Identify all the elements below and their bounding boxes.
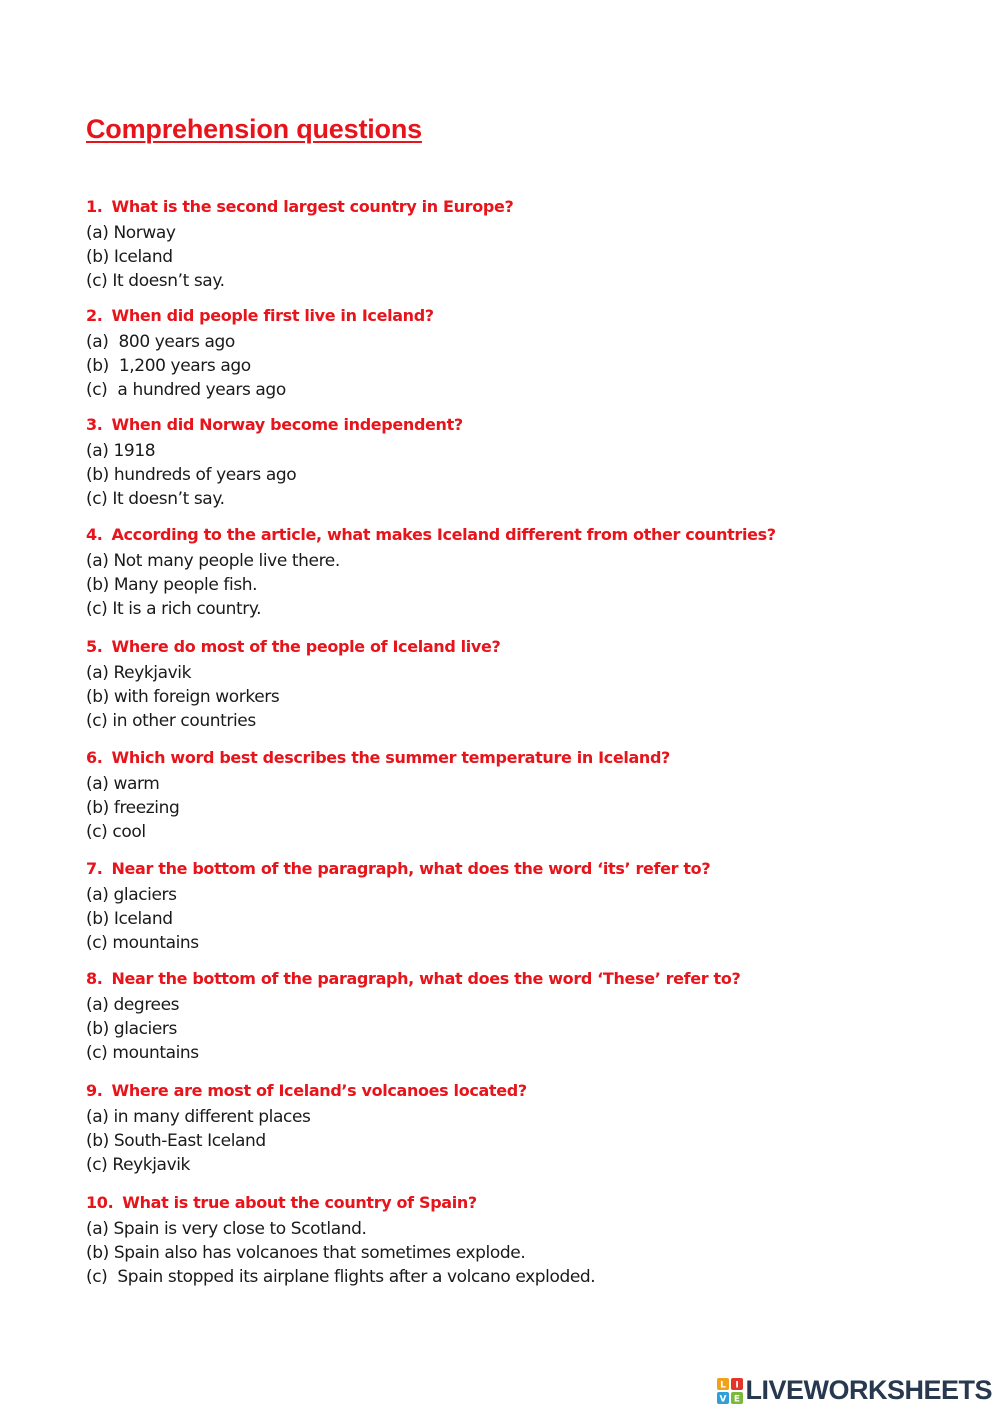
brand-name: LIVEWORKSHEETS bbox=[745, 1375, 992, 1405]
option-a[interactable]: (a) degrees bbox=[86, 995, 180, 1015]
option-a[interactable]: (a) Spain is very close to Scotland. bbox=[86, 1219, 367, 1239]
question-2 bbox=[86, 304, 946, 403]
logo-letter-2: I bbox=[735, 1380, 740, 1390]
option-c[interactable]: (c) a hundred years ago bbox=[86, 380, 286, 401]
answer-options bbox=[86, 330, 946, 403]
question-9 bbox=[86, 1079, 946, 1178]
question-prompt: What is the second largest country in Europe? bbox=[111, 197, 514, 216]
answer-options bbox=[86, 993, 946, 1066]
question-prompt: Which word best describes the summer temperature in Iceland? bbox=[111, 748, 670, 767]
question-number: 8. bbox=[86, 969, 103, 988]
question-5-text bbox=[86, 635, 946, 659]
option-c[interactable]: (c) cool bbox=[86, 822, 146, 843]
option-b[interactable]: (b) glaciers bbox=[86, 1019, 177, 1040]
option-a[interactable]: (a) in many different places bbox=[86, 1107, 311, 1127]
question-number: 2. bbox=[86, 306, 103, 325]
question-number: 1. bbox=[86, 197, 103, 216]
question-prompt: What is true about the country of Spain? bbox=[122, 1193, 477, 1212]
answer-options bbox=[86, 772, 946, 845]
option-b[interactable]: (b) Spain also has volcanoes that sometimes explode. bbox=[86, 1243, 526, 1264]
question-prompt: Near the bottom of the paragraph, what does the word ‘These’ refer to? bbox=[111, 969, 741, 988]
option-c[interactable]: (c) mountains bbox=[86, 933, 199, 954]
option-a[interactable]: (a) 800 years ago bbox=[86, 332, 235, 352]
question-7 bbox=[86, 857, 946, 956]
option-c[interactable]: (c) It doesn’t say. bbox=[86, 489, 225, 510]
option-a[interactable]: (a) 1918 bbox=[86, 441, 156, 461]
option-b[interactable]: (b) South-East Iceland bbox=[86, 1131, 266, 1152]
question-5 bbox=[86, 635, 946, 734]
question-7-text bbox=[86, 857, 946, 881]
option-b[interactable]: (b) Many people fish. bbox=[86, 575, 258, 596]
option-b[interactable]: (b) freezing bbox=[86, 798, 180, 819]
liveworksheets-logo-icon bbox=[717, 1378, 743, 1404]
question-10-text bbox=[86, 1191, 946, 1215]
option-c[interactable]: (c) mountains bbox=[86, 1043, 199, 1064]
question-prompt: Near the bottom of the paragraph, what does the word ‘its’ refer to? bbox=[111, 859, 711, 878]
option-c[interactable]: (c) in other countries bbox=[86, 711, 256, 732]
option-a[interactable]: (a) warm bbox=[86, 774, 160, 794]
option-b[interactable]: (b) with foreign workers bbox=[86, 687, 280, 708]
option-c[interactable]: (c) It is a rich country. bbox=[86, 599, 262, 620]
question-prompt: Where do most of the people of Iceland live? bbox=[111, 637, 501, 656]
question-8 bbox=[86, 967, 946, 1066]
option-b[interactable]: (b) hundreds of years ago bbox=[86, 465, 297, 486]
question-number: 10. bbox=[86, 1193, 114, 1212]
question-6-text bbox=[86, 746, 946, 770]
question-1-text bbox=[86, 195, 946, 219]
option-a[interactable]: (a) Not many people live there. bbox=[86, 551, 340, 571]
question-6 bbox=[86, 746, 946, 845]
answer-options bbox=[86, 1105, 946, 1178]
question-4 bbox=[86, 523, 946, 622]
question-number: 4. bbox=[86, 525, 103, 544]
question-number: 9. bbox=[86, 1081, 103, 1100]
question-number: 6. bbox=[86, 748, 103, 767]
question-9-text bbox=[86, 1079, 946, 1103]
answer-options bbox=[86, 221, 946, 294]
option-a[interactable]: (a) Norway bbox=[86, 223, 176, 243]
liveworksheets-brand bbox=[717, 1375, 992, 1406]
option-c[interactable]: (c) It doesn’t say. bbox=[86, 271, 225, 292]
answer-options bbox=[86, 1217, 946, 1290]
question-4-text bbox=[86, 523, 946, 547]
question-3-text bbox=[86, 413, 946, 437]
option-a[interactable]: (a) Reykjavik bbox=[86, 663, 192, 683]
logo-letter-3: V bbox=[719, 1394, 727, 1404]
question-prompt: When did people first live in Iceland? bbox=[111, 306, 434, 325]
question-8-text bbox=[86, 967, 946, 991]
option-b[interactable]: (b) Iceland bbox=[86, 247, 173, 268]
answer-options bbox=[86, 883, 946, 956]
question-2-text bbox=[86, 304, 946, 328]
question-prompt: When did Norway become independent? bbox=[111, 415, 463, 434]
logo-letter-4: E bbox=[734, 1394, 741, 1404]
answer-options bbox=[86, 661, 946, 734]
option-c[interactable]: (c) Spain stopped its airplane flights after a volcano exploded. bbox=[86, 1267, 596, 1288]
question-number: 3. bbox=[86, 415, 103, 434]
page-title: Comprehension questions bbox=[86, 114, 422, 144]
answer-options bbox=[86, 549, 946, 622]
option-c[interactable]: (c) Reykjavik bbox=[86, 1155, 190, 1176]
question-prompt: According to the article, what makes Iceland different from other countries? bbox=[111, 525, 776, 544]
question-number: 5. bbox=[86, 637, 103, 656]
option-b[interactable]: (b) 1,200 years ago bbox=[86, 356, 251, 377]
question-number: 7. bbox=[86, 859, 103, 878]
question-prompt: Where are most of Iceland’s volcanoes located? bbox=[111, 1081, 527, 1100]
answer-options bbox=[86, 439, 946, 512]
option-a[interactable]: (a) glaciers bbox=[86, 885, 177, 905]
question-10 bbox=[86, 1191, 946, 1290]
question-3 bbox=[86, 413, 946, 512]
logo-letter-1: L bbox=[720, 1380, 727, 1390]
option-b[interactable]: (b) Iceland bbox=[86, 909, 173, 930]
question-1 bbox=[86, 195, 946, 294]
